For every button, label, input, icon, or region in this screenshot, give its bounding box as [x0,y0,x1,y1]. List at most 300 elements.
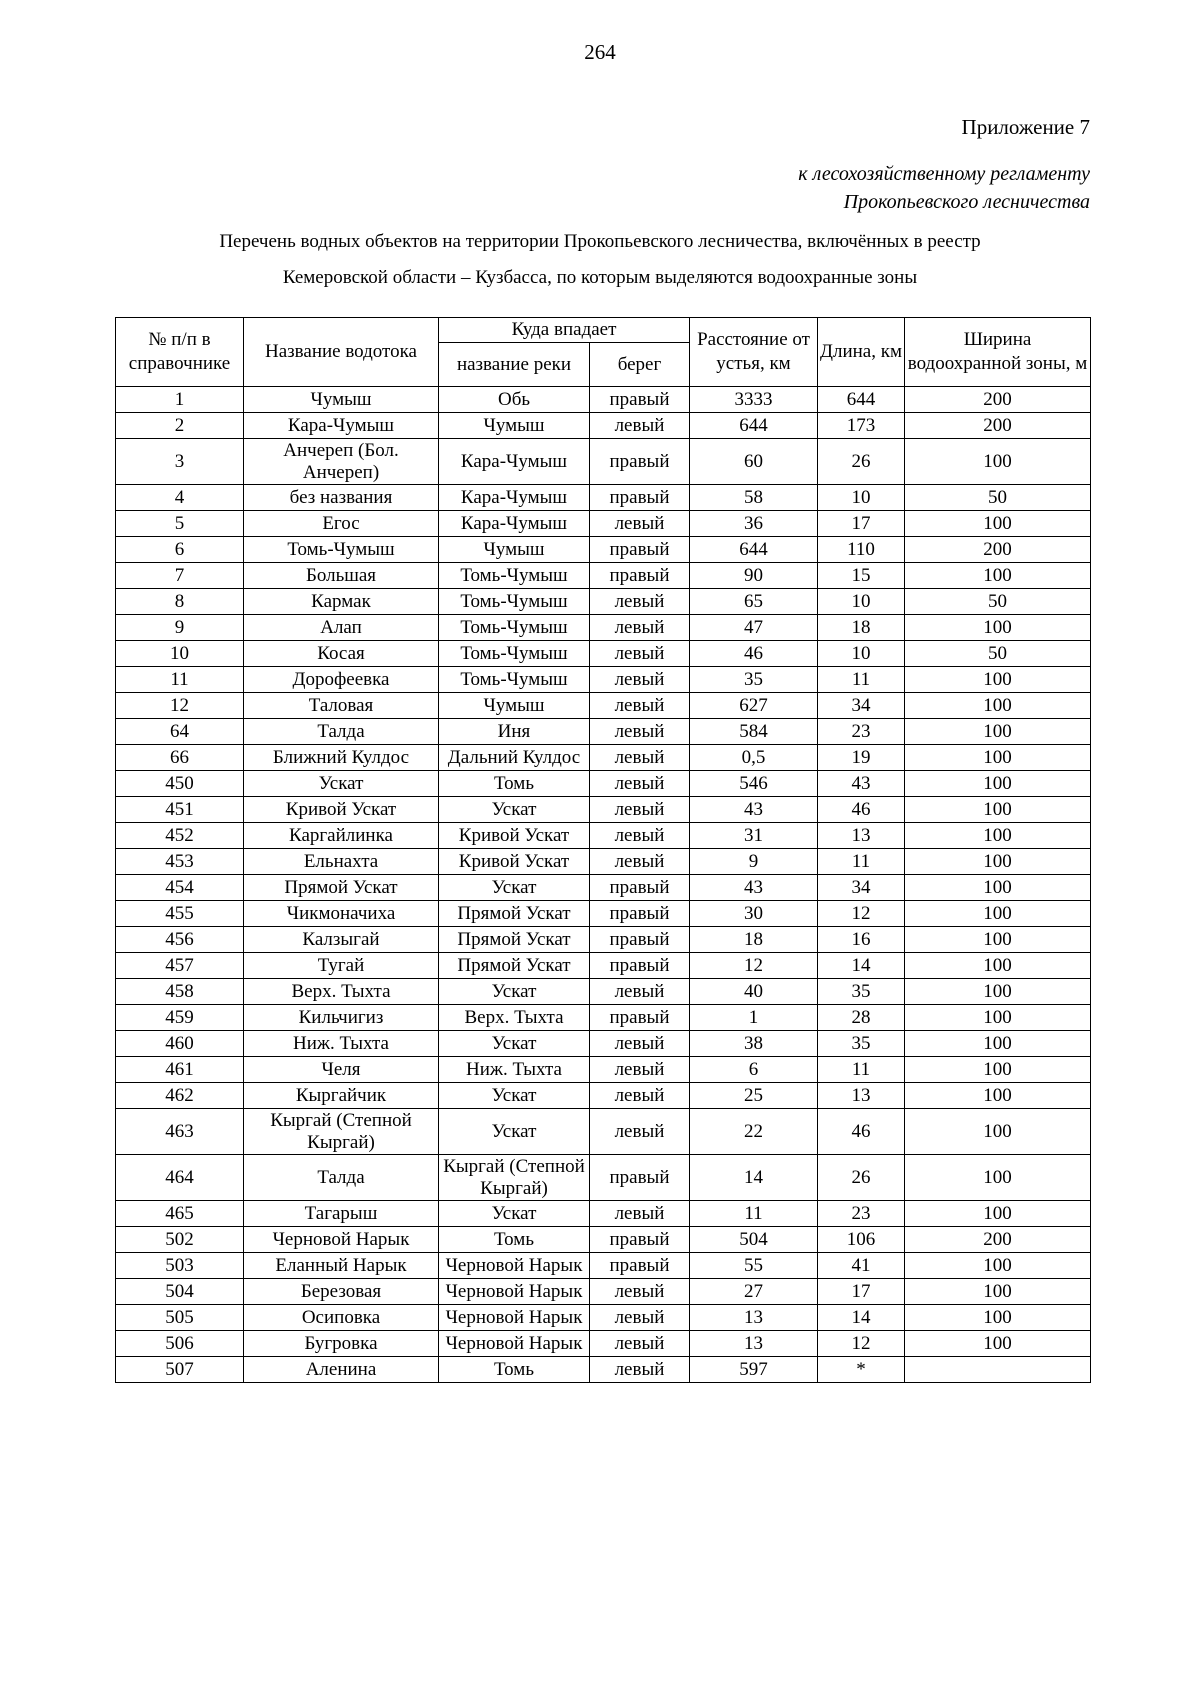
cell-name: Кармак [244,589,439,615]
cell-num: 455 [116,901,244,927]
cell-width: 100 [905,439,1091,485]
cell-length: 13 [818,823,905,849]
cell-name: Томь-Чумыш [244,537,439,563]
cell-num: 9 [116,615,244,641]
cell-width: 100 [905,1201,1091,1227]
cell-distance: 504 [690,1227,818,1253]
cell-width: 100 [905,1109,1091,1155]
cell-num: 462 [116,1083,244,1109]
cell-river: Прямой Ускат [439,927,590,953]
table-row [116,745,1091,771]
cell-river: Томь-Чумыш [439,563,590,589]
cell-river: Прямой Ускат [439,901,590,927]
cell-name: Кильчигиз [244,1005,439,1031]
table-row [116,771,1091,797]
table-row [116,511,1091,537]
cell-num: 458 [116,979,244,1005]
cell-width: 100 [905,1253,1091,1279]
cell-river: Ускат [439,1031,590,1057]
cell-river: Верх. Тыхта [439,1005,590,1031]
cell-name: Черновой Нарык [244,1227,439,1253]
subtitle-line-1: к лесохозяйственному регламенту [798,163,1090,185]
cell-length: 41 [818,1253,905,1279]
cell-length: 10 [818,641,905,667]
cell-name: Таловая [244,693,439,719]
cell-bank: левый [590,719,690,745]
cell-river: Кара-Чумыш [439,511,590,537]
cell-bank: левый [590,1331,690,1357]
cell-bank: левый [590,849,690,875]
cell-num: 459 [116,1005,244,1031]
header-name: Название водотока [244,318,439,387]
cell-name: Кара-Чумыш [244,413,439,439]
cell-length: 26 [818,1155,905,1201]
cell-length: 17 [818,511,905,537]
cell-river: Томь-Чумыш [439,615,590,641]
cell-width: 200 [905,387,1091,413]
cell-length: 11 [818,1057,905,1083]
cell-length: 34 [818,693,905,719]
cell-bank: правый [590,1253,690,1279]
cell-bank: левый [590,413,690,439]
cell-distance: 90 [690,563,818,589]
cell-width: 100 [905,511,1091,537]
cell-distance: 22 [690,1109,818,1155]
document-heading [110,224,1090,296]
cell-name: Кыргай (Степной Кыргай) [244,1109,439,1155]
cell-bank: правый [590,1155,690,1201]
cell-name: Осиповка [244,1305,439,1331]
cell-length: 110 [818,537,905,563]
cell-river: Черновой Нарык [439,1253,590,1279]
cell-distance: 14 [690,1155,818,1201]
cell-name: Егос [244,511,439,537]
cell-width: 100 [905,1155,1091,1201]
cell-bank: левый [590,615,690,641]
table-row [116,1031,1091,1057]
cell-bank: левый [590,511,690,537]
cell-name: Большая [244,563,439,589]
water-bodies-table [115,317,1091,1383]
cell-bank: левый [590,797,690,823]
header-river-name: название реки [439,343,590,387]
cell-bank: левый [590,771,690,797]
cell-width: 100 [905,1083,1091,1109]
cell-name: Ускат [244,771,439,797]
cell-bank: левый [590,641,690,667]
cell-width: 100 [905,953,1091,979]
cell-num: 7 [116,563,244,589]
cell-river: Кривой Ускат [439,849,590,875]
cell-num: 465 [116,1201,244,1227]
table-row [116,849,1091,875]
table-row [116,485,1091,511]
cell-distance: 3333 [690,387,818,413]
cell-distance: 31 [690,823,818,849]
cell-river: Чумыш [439,537,590,563]
cell-bank: левый [590,693,690,719]
cell-river: Черновой Нарык [439,1305,590,1331]
cell-river: Ускат [439,1201,590,1227]
cell-width: 100 [905,797,1091,823]
cell-length: 35 [818,1031,905,1057]
cell-river: Ниж. Тыхта [439,1057,590,1083]
table-row [116,953,1091,979]
cell-num: 503 [116,1253,244,1279]
cell-bank: левый [590,823,690,849]
cell-length: 10 [818,589,905,615]
cell-width: 100 [905,745,1091,771]
cell-width [905,1357,1091,1383]
table-row [116,1083,1091,1109]
cell-distance: 55 [690,1253,818,1279]
cell-num: 456 [116,927,244,953]
cell-distance: 584 [690,719,818,745]
cell-width: 100 [905,771,1091,797]
header-flows-into: Куда впадает [439,318,690,343]
cell-distance: 11 [690,1201,818,1227]
cell-distance: 25 [690,1083,818,1109]
cell-distance: 18 [690,927,818,953]
cell-length: 18 [818,615,905,641]
cell-river: Ускат [439,797,590,823]
header-length: Длина, км [818,318,905,387]
table-row [116,719,1091,745]
table-row [116,823,1091,849]
cell-distance: 43 [690,797,818,823]
cell-river: Чумыш [439,693,590,719]
cell-name: Калзыгай [244,927,439,953]
cell-distance: 13 [690,1331,818,1357]
cell-num: 451 [116,797,244,823]
cell-distance: 65 [690,589,818,615]
table-row [116,1279,1091,1305]
cell-river: Ускат [439,875,590,901]
cell-name: Кыргайчик [244,1083,439,1109]
cell-distance: 12 [690,953,818,979]
cell-bank: левый [590,1305,690,1331]
table-row [116,979,1091,1005]
cell-river: Кара-Чумыш [439,439,590,485]
cell-num: 505 [116,1305,244,1331]
cell-distance: 27 [690,1279,818,1305]
header-bank: берег [590,343,690,387]
cell-distance: 1 [690,1005,818,1031]
cell-river: Дальний Кулдос [439,745,590,771]
cell-length: 43 [818,771,905,797]
cell-bank: левый [590,1279,690,1305]
cell-width: 100 [905,1031,1091,1057]
cell-river: Ускат [439,979,590,1005]
cell-length: 46 [818,1109,905,1155]
cell-num: 5 [116,511,244,537]
cell-distance: 30 [690,901,818,927]
cell-distance: 58 [690,485,818,511]
cell-width: 100 [905,927,1091,953]
cell-width: 100 [905,849,1091,875]
cell-num: 2 [116,413,244,439]
cell-distance: 36 [690,511,818,537]
cell-river: Кыргай (Степной Кыргай) [439,1155,590,1201]
page-number: 264 [584,40,616,64]
cell-bank: левый [590,589,690,615]
cell-distance: 43 [690,875,818,901]
cell-num: 452 [116,823,244,849]
cell-distance: 6 [690,1057,818,1083]
cell-name: Дорофеевка [244,667,439,693]
cell-distance: 546 [690,771,818,797]
table-row [116,563,1091,589]
cell-num: 506 [116,1331,244,1357]
table-row [116,875,1091,901]
cell-num: 11 [116,667,244,693]
table-row [116,1305,1091,1331]
cell-distance: 644 [690,537,818,563]
cell-bank: правый [590,387,690,413]
table-row [116,387,1091,413]
cell-num: 460 [116,1031,244,1057]
table-row [116,797,1091,823]
cell-num: 64 [116,719,244,745]
cell-name: Алап [244,615,439,641]
cell-length: 12 [818,901,905,927]
table-body [116,387,1091,1383]
cell-length: 15 [818,563,905,589]
cell-distance: 60 [690,439,818,485]
cell-length: 10 [818,485,905,511]
cell-name: Анчереп (Бол. Анчереп) [244,439,439,485]
cell-bank: левый [590,1031,690,1057]
cell-distance: 644 [690,413,818,439]
cell-width: 100 [905,693,1091,719]
cell-river: Томь [439,1357,590,1383]
cell-num: 8 [116,589,244,615]
cell-length: 14 [818,953,905,979]
cell-bank: левый [590,745,690,771]
cell-length: 19 [818,745,905,771]
cell-distance: 9 [690,849,818,875]
cell-river: Иня [439,719,590,745]
cell-river: Кара-Чумыш [439,485,590,511]
cell-width: 100 [905,1305,1091,1331]
cell-num: 463 [116,1109,244,1155]
table-row [116,1331,1091,1357]
cell-width: 100 [905,1057,1091,1083]
cell-length: 34 [818,875,905,901]
cell-width: 200 [905,413,1091,439]
table-row [116,927,1091,953]
cell-width: 100 [905,875,1091,901]
cell-length: 13 [818,1083,905,1109]
table-row [116,537,1091,563]
header-num: № п/п в справочнике [116,318,244,387]
table-row [116,901,1091,927]
cell-name: Каргайлинка [244,823,439,849]
subtitle-line-2: Прокопьевского лесничества [843,191,1090,213]
cell-name: Тугай [244,953,439,979]
cell-length: 16 [818,927,905,953]
cell-name: Кривой Ускат [244,797,439,823]
cell-bank: левый [590,1083,690,1109]
cell-bank: левый [590,1057,690,1083]
cell-width: 100 [905,615,1091,641]
table-row [116,1057,1091,1083]
cell-name: Челя [244,1057,439,1083]
cell-distance: 47 [690,615,818,641]
table-row [116,439,1091,485]
cell-name: Ниж. Тыхта [244,1031,439,1057]
cell-num: 454 [116,875,244,901]
table-row [116,1227,1091,1253]
cell-name: Березовая [244,1279,439,1305]
cell-name: Талда [244,719,439,745]
cell-bank: правый [590,901,690,927]
cell-num: 507 [116,1357,244,1383]
cell-bank: правый [590,439,690,485]
cell-length: 17 [818,1279,905,1305]
cell-length: 14 [818,1305,905,1331]
cell-river: Томь [439,771,590,797]
cell-distance: 597 [690,1357,818,1383]
cell-bank: левый [590,667,690,693]
cell-name: Еланный Нарык [244,1253,439,1279]
cell-name: Тагарыш [244,1201,439,1227]
cell-num: 3 [116,439,244,485]
cell-width: 100 [905,1279,1091,1305]
table-row [116,641,1091,667]
cell-length: 23 [818,1201,905,1227]
cell-num: 461 [116,1057,244,1083]
cell-name: Аленина [244,1357,439,1383]
table-row [116,1357,1091,1383]
cell-num: 502 [116,1227,244,1253]
cell-river: Томь-Чумыш [439,589,590,615]
cell-bank: левый [590,1201,690,1227]
table-row [116,413,1091,439]
cell-num: 6 [116,537,244,563]
cell-river: Прямой Ускат [439,953,590,979]
cell-width: 50 [905,641,1091,667]
table-row [116,667,1091,693]
cell-bank: правый [590,485,690,511]
cell-river: Томь [439,1227,590,1253]
table-row [116,589,1091,615]
cell-river: Ускат [439,1083,590,1109]
heading-line-1: Перечень водных объектов на территории Прокопьевского лесничества, включённых в реестр [219,231,981,252]
cell-name: Талда [244,1155,439,1201]
cell-river: Обь [439,387,590,413]
table-row [116,615,1091,641]
cell-width: 100 [905,1005,1091,1031]
cell-num: 10 [116,641,244,667]
cell-width: 50 [905,485,1091,511]
cell-name: Ближний Кулдос [244,745,439,771]
cell-name: без названия [244,485,439,511]
cell-width: 100 [905,667,1091,693]
appendix-label: Приложение 7 [961,115,1090,139]
cell-length: 46 [818,797,905,823]
cell-name: Прямой Ускат [244,875,439,901]
cell-bank: правый [590,563,690,589]
cell-num: 12 [116,693,244,719]
cell-river: Черновой Нарык [439,1331,590,1357]
cell-width: 50 [905,589,1091,615]
table-row [116,1253,1091,1279]
cell-length: 35 [818,979,905,1005]
cell-bank: правый [590,537,690,563]
appendix-subtitle [798,160,1090,216]
cell-width: 200 [905,537,1091,563]
cell-bank: левый [590,1357,690,1383]
cell-name: Косая [244,641,439,667]
cell-num: 1 [116,387,244,413]
cell-bank: правый [590,875,690,901]
cell-distance: 13 [690,1305,818,1331]
cell-length: 11 [818,849,905,875]
cell-length: 28 [818,1005,905,1031]
cell-distance: 40 [690,979,818,1005]
cell-num: 453 [116,849,244,875]
cell-length: 12 [818,1331,905,1357]
table-row [116,1109,1091,1155]
cell-length: 23 [818,719,905,745]
cell-name: Чикмоначиха [244,901,439,927]
cell-num: 464 [116,1155,244,1201]
cell-river: Черновой Нарык [439,1279,590,1305]
cell-length: * [818,1357,905,1383]
cell-width: 100 [905,901,1091,927]
cell-length: 106 [818,1227,905,1253]
cell-bank: правый [590,1227,690,1253]
cell-name: Чумыш [244,387,439,413]
cell-river: Кривой Ускат [439,823,590,849]
cell-length: 644 [818,387,905,413]
cell-width: 200 [905,1227,1091,1253]
table-row [116,693,1091,719]
header-width: Ширина водоохранной зоны, м [905,318,1091,387]
cell-bank: правый [590,1005,690,1031]
cell-name: Верх. Тыхта [244,979,439,1005]
cell-length: 11 [818,667,905,693]
cell-river: Чумыш [439,413,590,439]
cell-num: 4 [116,485,244,511]
cell-length: 173 [818,413,905,439]
cell-length: 26 [818,439,905,485]
cell-distance: 627 [690,693,818,719]
cell-width: 100 [905,1331,1091,1357]
header-distance: Расстояние от устья, км [690,318,818,387]
cell-name: Бугровка [244,1331,439,1357]
table-row [116,1201,1091,1227]
cell-bank: правый [590,927,690,953]
heading-line-2: Кемеровской области – Кузбасса, по которым выделяются водоохранные зоны [282,267,918,288]
cell-num: 504 [116,1279,244,1305]
cell-distance: 38 [690,1031,818,1057]
cell-width: 100 [905,719,1091,745]
cell-bank: левый [590,979,690,1005]
cell-river: Томь-Чумыш [439,641,590,667]
cell-river: Томь-Чумыш [439,667,590,693]
cell-distance: 0,5 [690,745,818,771]
cell-river: Ускат [439,1109,590,1155]
table-row [116,1005,1091,1031]
cell-num: 66 [116,745,244,771]
cell-distance: 46 [690,641,818,667]
cell-bank: левый [590,1109,690,1155]
cell-width: 100 [905,823,1091,849]
cell-width: 100 [905,563,1091,589]
cell-num: 450 [116,771,244,797]
